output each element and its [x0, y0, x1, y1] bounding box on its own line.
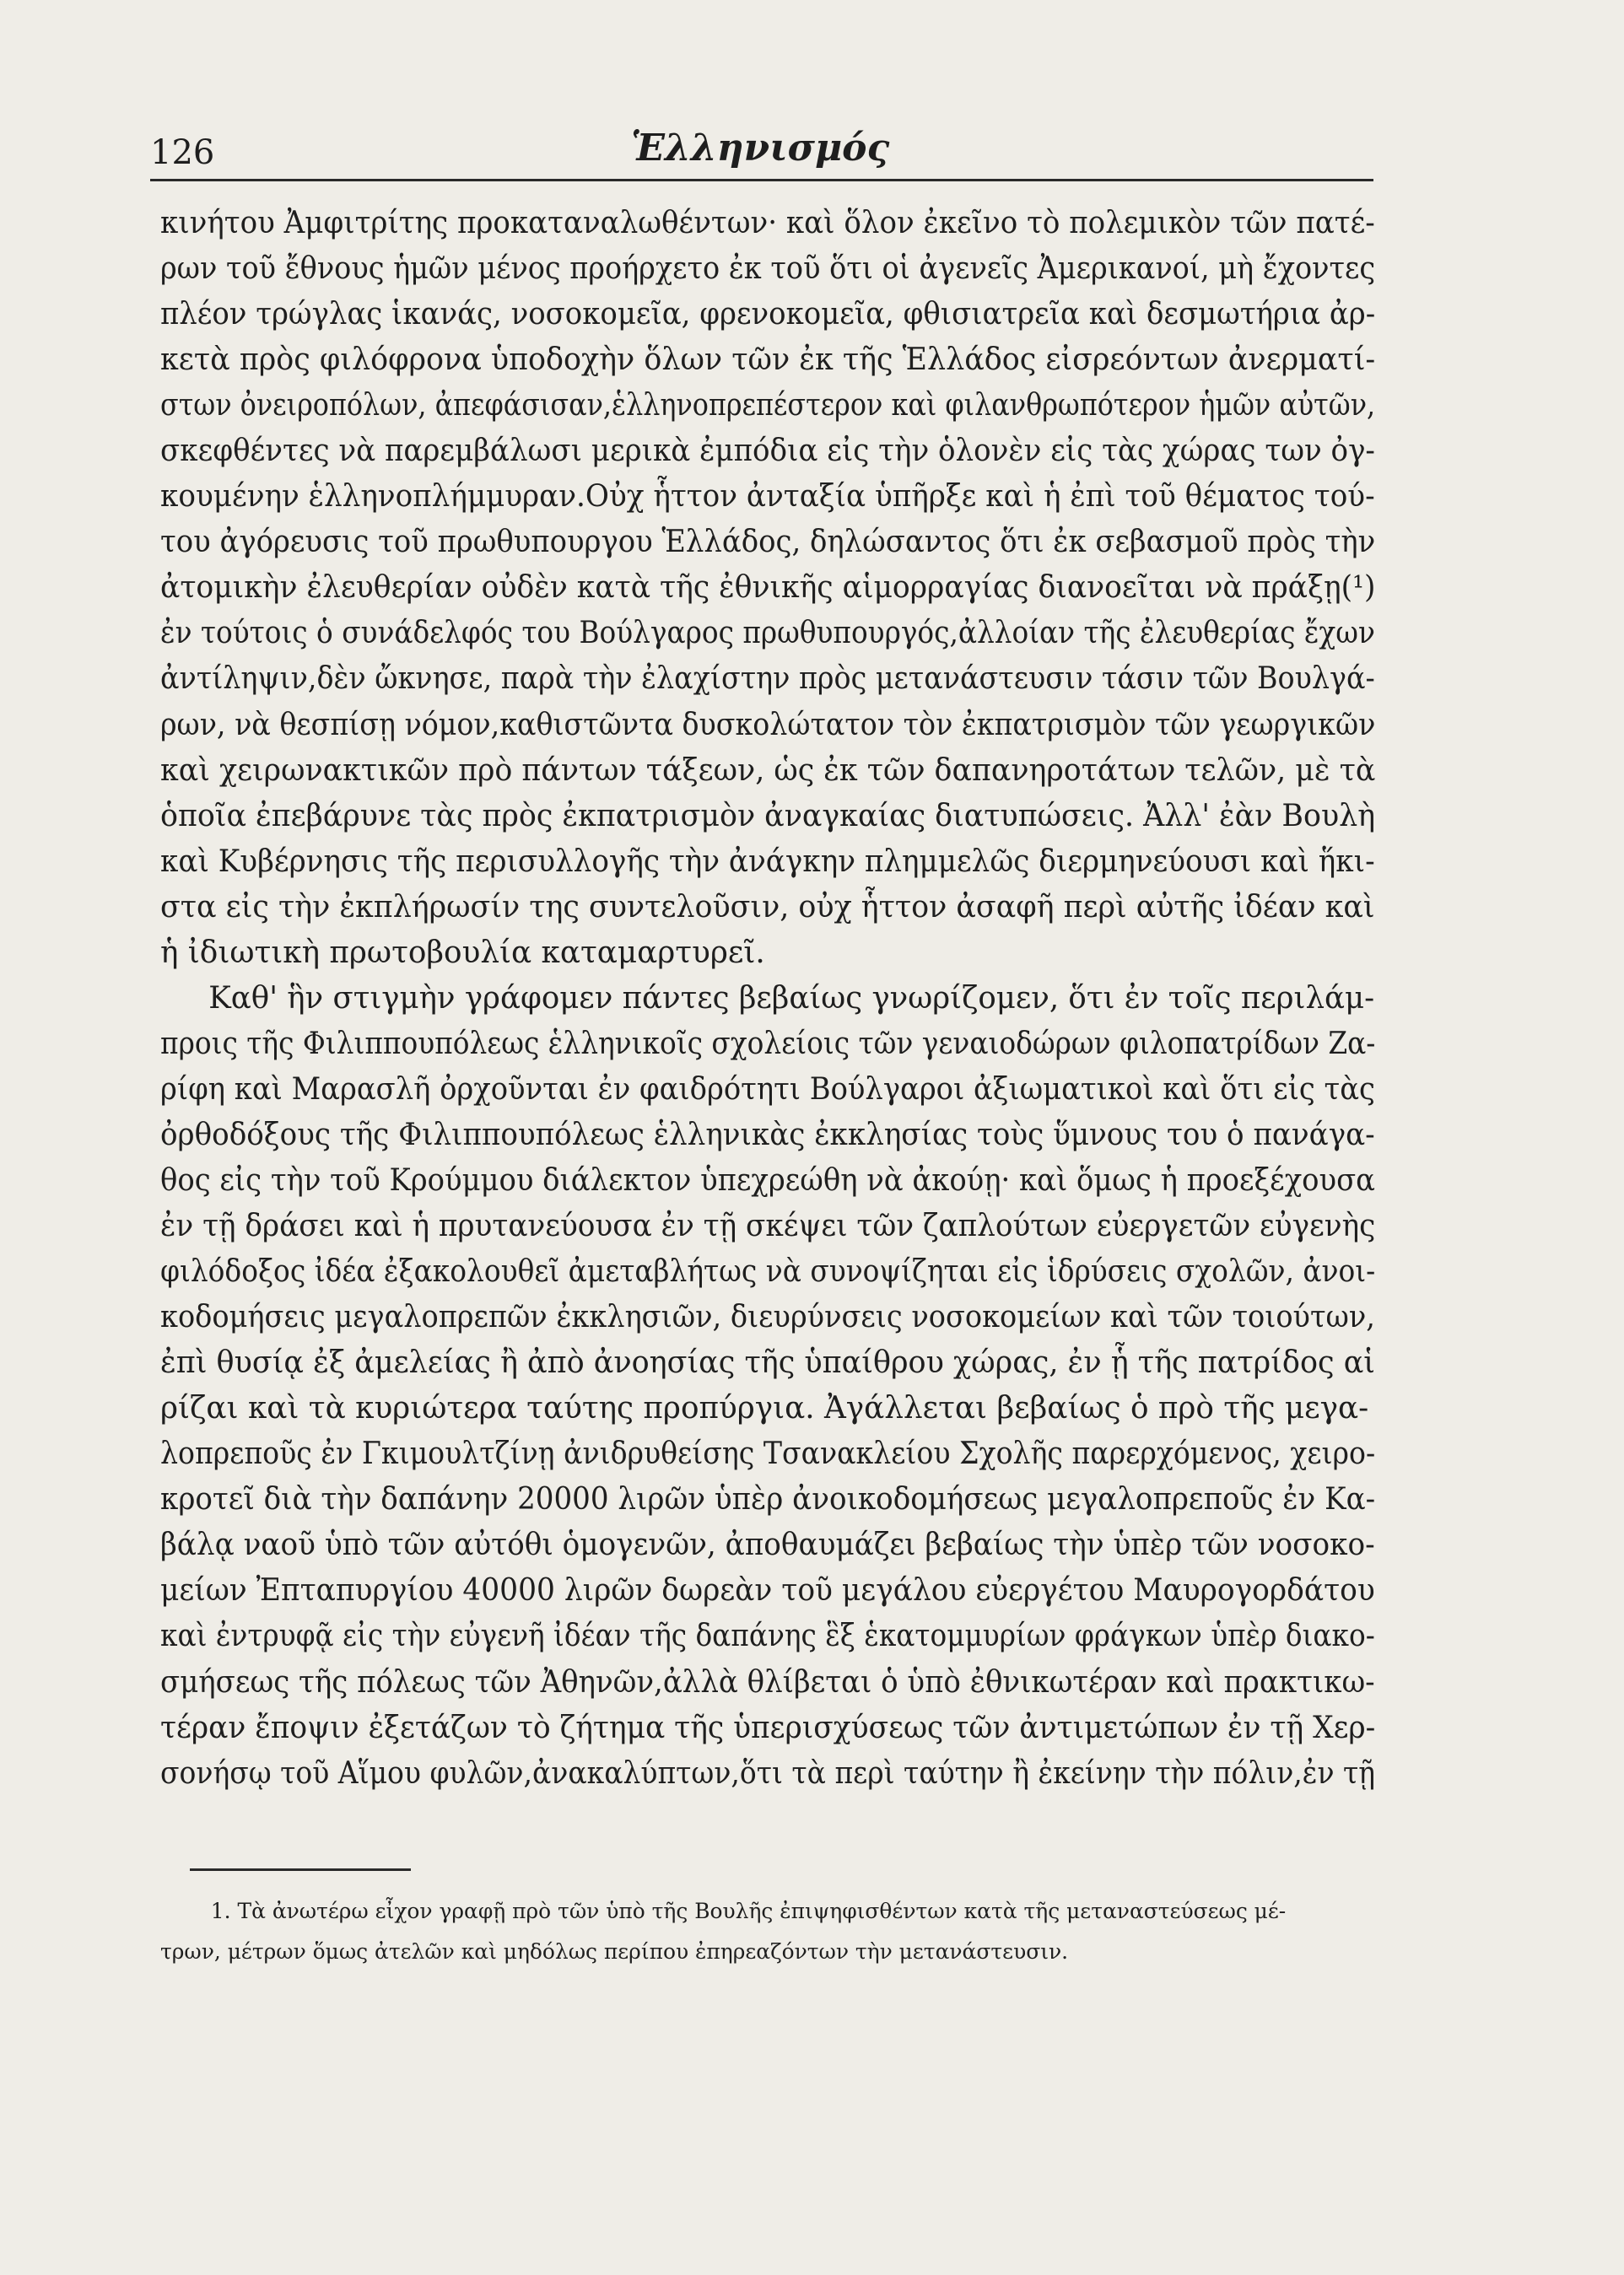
text-line: στα εἰς τὴν ἐκπλήρωσίν της συντελοῦσιν, οὐχ ἧττον ἀσαφῆ περὶ αὐτῆς ἰδέαν καὶ	[160, 889, 1375, 925]
text-line: ἀντίληψιν,δὲν ὤκνησε, παρὰ τὴν ἐλαχίστην πρὸς μετανάστευσιν τάσιν τῶν Βουλγά-	[160, 661, 1375, 697]
text-line: καὶ Κυβέρνησις τῆς περισυλλογῆς τὴν ἀνάγκην πλημμελῶς διερμηνεύουσι καὶ ἥκι-	[160, 844, 1375, 879]
text-line: ρων τοῦ ἔθνους ἡμῶν μένος προήρχετο ἐκ τοῦ ὅτι οἱ ἀγενεῖς Ἀμερικανοί, μὴ ἔχοντες	[160, 251, 1376, 287]
text-line: Καθ' ἣν στιγμὴν γράφομεν πάντες βεβαίως γνωρίζομεν, ὅτι ἐν τοῖς περιλάμ-	[208, 980, 1375, 1016]
text-line: κοδομήσεις μεγαλοπρεπῶν ἐκκλησιῶν, διευρύνσεις νοσοκομείων καὶ τῶν τοιούτων,	[160, 1300, 1375, 1335]
footnote-line: 1. Τὰ ἀνωτέρω εἶχον γραφῇ πρὸ τῶν ὑπὸ τῆς Βουλῆς ἐπιψηφισθέντων κατὰ τῆς μεταναστεύσεως μέ-	[210, 1899, 1287, 1923]
text-line: ἐν τούτοις ὁ συνάδελφός του Βούλγαρος πρωθυπουργός,ἀλλοίαν τῆς ἐλευθερίας ἔχων	[160, 616, 1375, 651]
text-line: ἐπὶ θυσίᾳ ἐξ ἀμελείας ἢ ἀπὸ ἀνοησίας τῆς ὑπαίθρου χώρας, ἐν ᾗ τῆς πατρίδος αἱ	[160, 1345, 1376, 1381]
text-line: φιλόδοξος ἰδέα ἐξακολουθεῖ ἀμεταβλήτως νὰ συνοψίζηται εἰς ἱδρύσεις σχολῶν, ἀνοι-	[160, 1254, 1376, 1290]
running-title: Ἑλληνισμός	[631, 127, 890, 170]
text-line: θος εἰς τὴν τοῦ Κρούμμου διάλεκτον ὑπεχρεώθη νὰ ἀκούῃ· καὶ ὅμως ἡ προεξέχουσα	[160, 1162, 1376, 1198]
footnotes	[160, 1891, 1392, 1972]
text-line: ἀτομικὴν ἐλευθερίαν οὐδὲν κατὰ τῆς ἐθνικῆς αἱμορραγίας διανοεῖται νὰ πράξῃ(¹)	[160, 570, 1376, 606]
footnote-line: τρων, μέτρων ὅμως ἀτελῶν καὶ μηδόλως περίπου ἐπηρεαζόντων τὴν μετανάστευσιν.	[160, 1939, 1069, 1964]
text-line: ἡ ἰδιωτικὴ πρωτοβουλία καταμαρτυρεῖ.	[160, 935, 765, 970]
text-line: ὁποῖα ἐπεβάρυνε τὰς πρὸς ἐκπατρισμὸν ἀναγκαίας διατυπώσεις. Ἀλλ' ἐὰν Βουλὴ	[160, 798, 1376, 833]
text-line: ρίζαι καὶ τὰ κυριώτερα ταύτης προπύργια. Ἀγάλλεται βεβαίως ὁ πρὸ τῆς μεγα-	[160, 1391, 1369, 1426]
text-line: στων ὀνειροπόλων, ἀπεφάσισαν,ἑλληνοπρεπέστερον καὶ φιλανθρωπότερον ἡμῶν αὐτῶν,	[160, 388, 1376, 423]
text-line: κροτεῖ διὰ τὴν δαπάνην 20000 λιρῶν ὑπὲρ ἀνοικοδομήσεως μεγαλοπρεποῦς ἐν Κα-	[160, 1482, 1376, 1518]
text-line: καὶ ἐντρυφᾷ εἰς τὴν εὐγενῆ ἰδέαν τῆς δαπάνης ἓξ ἑκατομμυρίων φράγκων ὑπὲρ διακο-	[160, 1619, 1375, 1654]
text-line: κινήτου Ἀμφιτρίτης προκαταναλωθέντων· καὶ ὅλον ἐκεῖνο τὸ πολεμικὸν τῶν πατέ-	[160, 206, 1375, 240]
body-text	[160, 201, 1384, 1797]
text-line: λοπρεποῦς ἐν Γκιμουλτζίνῃ ἀνιδρυθείσης Τσανακλείου Σχολῆς παρερχόμενος, χειρο-	[160, 1437, 1376, 1472]
text-line: σκεφθέντες νὰ παρεμβάλωσι μερικὰ ἐμπόδια εἰς τὴν ὁλονὲν εἰς τὰς χώρας των ὀγ-	[160, 434, 1375, 469]
text-line: σονήσῳ τοῦ Αἵμου φυλῶν,ἀνακαλύπτων,ὅτι τὰ περὶ ταύτην ἢ ἐκείνην τὴν πόλιν,ἐν τῇ	[160, 1755, 1376, 1791]
text-line: βάλᾳ ναοῦ ὑπὸ τῶν αὐτόθι ὁμογενῶν, ἀποθαυμάζει βεβαίως τὴν ὑπὲρ τῶν νοσοκο-	[160, 1528, 1375, 1563]
text-line: σμήσεως τῆς πόλεως τῶν Ἀθηνῶν,ἀλλὰ θλίβεται ὁ ὑπὸ ἐθνικωτέραν καὶ πρακτικω-	[160, 1664, 1375, 1700]
text-line: καὶ χειρωνακτικῶν πρὸ πάντων τάξεων, ὡς ἐκ τῶν δαπανηροτάτων τελῶν, μὲ τὰ	[160, 752, 1376, 788]
text-line: κουμένην ἑλληνοπλήμμυραν.Οὐχ ἧττον ἀνταξία ὑπῆρξε καὶ ἡ ἐπὶ τοῦ θέματος τού-	[160, 479, 1375, 515]
page-number: 126	[150, 133, 215, 172]
text-line: μείων Ἐπταπυργίου 40000 λιρῶν δωρεὰν τοῦ μεγάλου εὐεργέτου Μαυρογορδάτου	[160, 1573, 1375, 1609]
text-line: ἐν τῇ δράσει καὶ ἡ πρυτανεύουσα ἐν τῇ σκέψει τῶν ζαπλούτων εὐεργετῶν εὐγενὴς	[160, 1209, 1376, 1244]
text-line: ὀρθοδόξους τῆς Φιλιππουπόλεως ἑλληνικὰς ἐκκλησίας τοὺς ὕμνους του ὁ πανάγα-	[160, 1117, 1375, 1152]
header-rule	[150, 179, 1373, 181]
text-line: ρίφη καὶ Μαρασλῆ ὀρχοῦνται ἐν φαιδρότητι Βούλγαροι ἀξιωματικοὶ καὶ ὅτι εἰς τὰς	[160, 1071, 1375, 1107]
page-header	[150, 127, 1373, 186]
text-line: τέραν ἔποψιν ἐξετάζων τὸ ζήτημα τῆς ὑπερισχύσεως τῶν ἀντιμετώπων ἐν τῇ Χερ-	[160, 1710, 1376, 1745]
text-line: πλέον τρώγλας ἱκανάς, νοσοκομεῖα, φρενοκομεῖα, φθισιατρεῖα καὶ δεσμωτήρια ἀρ-	[160, 297, 1376, 332]
text-line: ρων, νὰ θεσπίσῃ νόμον,καθιστῶντα δυσκολώτατον τὸν ἐκπατρισμὸν τῶν γεωργικῶν	[160, 707, 1376, 742]
text-line: του ἀγόρευσις τοῦ πρωθυπουργου Ἑλλάδος, δηλώσαντος ὅτι ἐκ σεβασμοῦ πρὸς τὴν	[160, 525, 1376, 560]
text-line: προις τῆς Φιλιππουπόλεως ἑλληνικοῖς σχολείοις τῶν γεναιοδώρων φιλοπατρίδων Ζα-	[160, 1026, 1376, 1061]
footnote-rule	[190, 1868, 411, 1871]
text-line: κετὰ πρὸς φιλόφρονα ὑποδοχὴν ὅλων τῶν ἐκ τῆς Ἑλλάδος εἰσρεόντων ἀνερματί-	[160, 342, 1376, 378]
